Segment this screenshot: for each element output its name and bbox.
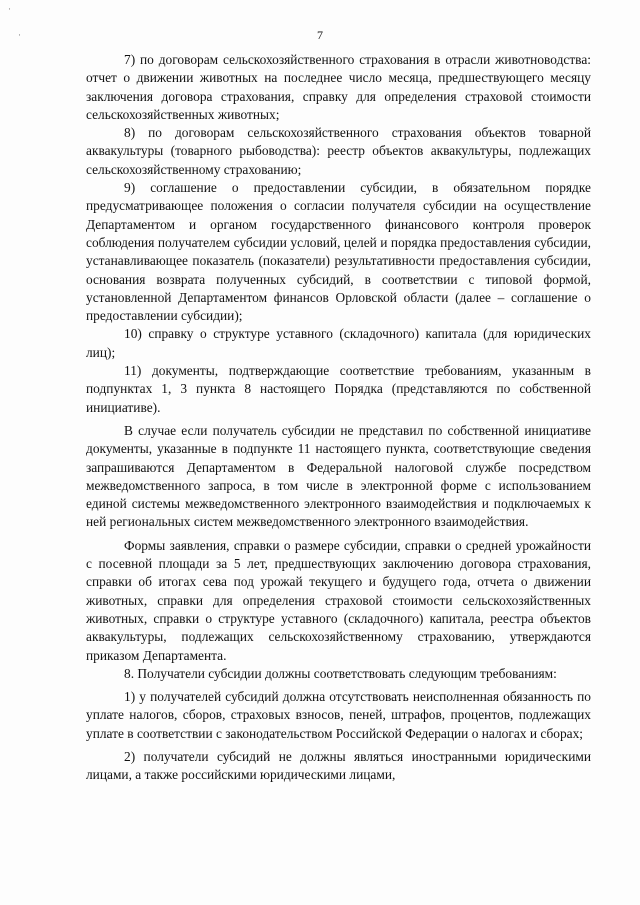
paragraph-section-8: 8. Получатели субсидии должны соответствовать следующим требованиям: (124, 665, 557, 681)
paragraph-item-9: 9) соглашение о предоставлении субсидии, в обязательном порядке предусматривающее положения о согласии получателя субсидии на осуществление Департаментом и органом государственного финансового контроля проверок соблюдения получателем субсидии условий, целей и порядка предоставления субсидии, устанавливающее показатель (показатели) результативности предоставления субсидии, основания возврата полученных субсидий, в соответствии с типовой формой, установленной Департаментом финансов Орловской области (далее – соглашение о предоставлении субсидии); (86, 180, 591, 324)
paragraph-requirement-1: 1) у получателей субсидий должна отсутствовать неисполненная обязанность по уплате налогов, сборов, страховых взносов, пеней, штрафов, процентов, подлежащих уплате в соответствии с законодательством Российской Федерации о налогах и сборах; (86, 689, 591, 741)
scan-artifact: · (18, 30, 21, 40)
document-body (86, 51, 591, 785)
page-number: 7 (317, 28, 323, 42)
paragraph-requirement-2: 2) получатели субсидий не должны являться иностранными юридическими лицами, а также российскими юридическими лицами, (86, 748, 591, 783)
paragraph-item-7: 7) по договорам сельскохозяйственного страхования в отрасли животноводства: отчет о движении животных на последнее число месяца, предшествующего месяцу заключения договора страхования, справку для определения страховой стоимости сельскохозяйственных животных; (86, 52, 591, 122)
paragraph-request-info: В случае если получатель субсидии не представил по собственной инициативе документы, указанные в подпункте 11 настоящего пункта, соответствующие сведения запрашиваются Департаментом в Федеральной налоговой службе посредством межведомственного запроса, в том числе в электронной форме с использованием единой системы межведомственного электронного взаимодействия и подключаемых к ней региональных систем межведомственного электронного взаимодействия. (86, 422, 591, 530)
paragraph-item-8: 8) по договорам сельскохозяйственного страхования объектов товарной аквакультуры (товарного рыбоводства): реестр объектов аквакультуры, подлежащих сельскохозяйственному страхованию; (86, 125, 591, 177)
paragraph-item-11: 11) документы, подтверждающие соответствие требованиям, указанным в подпунктах 1, 3 пункта 8 настоящего Порядка (представляются по собственной инициативе). (86, 363, 591, 415)
scan-artifact: · (8, 4, 11, 14)
paragraph-forms-approval: Формы заявления, справки о размере субсидии, справки о средней урожайности с посевной площади за 5 лет, предшествующих заключению договора страхования, справки об итогах сева под урожай текущего и будущего года, отчета о движении животных, справки для определения страховой стоимости сельскохозяйственных животных, справки о структуре уставного (складочного) капитала, реестра объектов аквакультуры, подлежащих сельскохозяйственному страхованию, утверждаются приказом Департамента. (86, 537, 591, 663)
paragraph-item-10: 10) справку о структуре уставного (складочного) капитала (для юридических лиц); (86, 326, 591, 360)
